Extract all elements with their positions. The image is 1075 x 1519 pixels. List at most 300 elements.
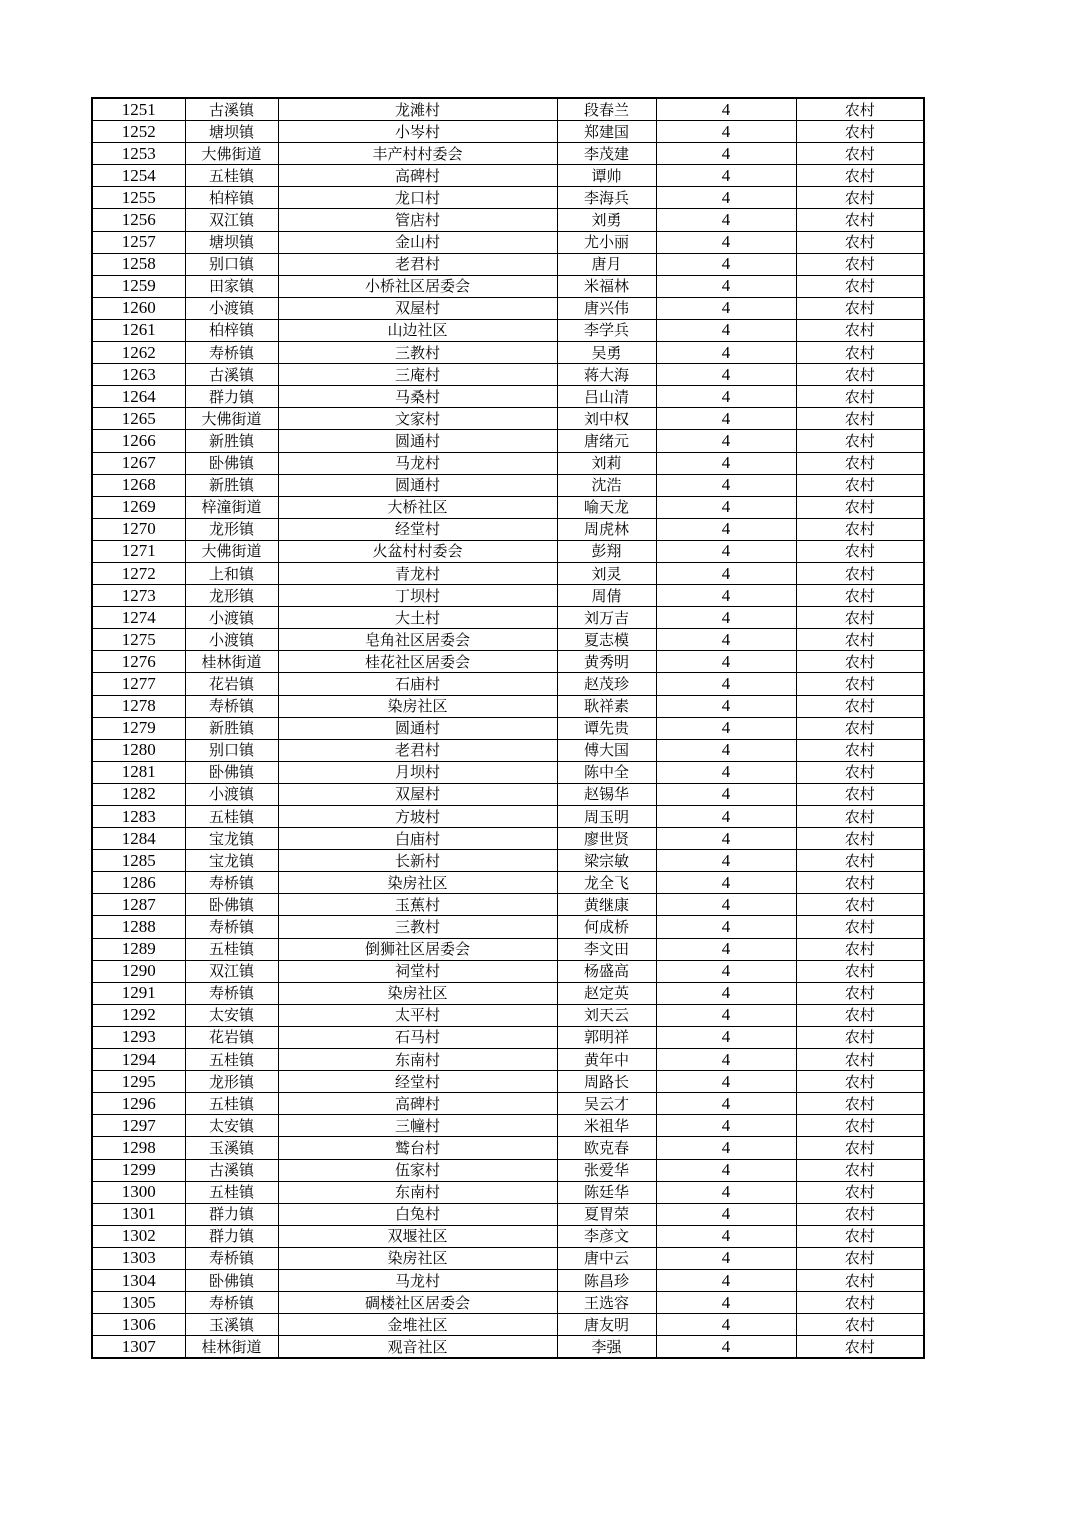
category-cell: 农村 [796, 297, 924, 319]
person-name-cell: 周玉明 [557, 806, 656, 828]
table-row [92, 187, 924, 209]
count-cell: 4 [656, 342, 796, 364]
town-cell: 卧佛镇 [185, 452, 278, 474]
serial-number-cell: 1259 [92, 275, 185, 297]
count-cell: 4 [656, 187, 796, 209]
count-cell: 4 [656, 1049, 796, 1071]
category-cell: 农村 [796, 253, 924, 275]
count-cell: 4 [656, 1314, 796, 1336]
person-name-cell: 廖世贤 [557, 828, 656, 850]
serial-number-cell: 1265 [92, 408, 185, 430]
village-cell: 青龙村 [278, 562, 557, 584]
village-cell: 双屋村 [278, 297, 557, 319]
person-name-cell: 赵茂珍 [557, 673, 656, 695]
village-cell: 长新村 [278, 850, 557, 872]
village-cell: 双堰社区 [278, 1225, 557, 1247]
roster-body [92, 98, 924, 1358]
town-cell: 龙形镇 [185, 1071, 278, 1093]
person-name-cell: 刘万吉 [557, 607, 656, 629]
village-cell: 龙滩村 [278, 98, 557, 121]
category-cell: 农村 [796, 319, 924, 341]
town-cell: 田家镇 [185, 275, 278, 297]
serial-number-cell: 1286 [92, 872, 185, 894]
village-cell: 马龙村 [278, 452, 557, 474]
count-cell: 4 [656, 231, 796, 253]
village-cell: 碉楼社区居委会 [278, 1292, 557, 1314]
serial-number-cell: 1299 [92, 1159, 185, 1181]
count-cell: 4 [656, 629, 796, 651]
person-name-cell: 唐兴伟 [557, 297, 656, 319]
count-cell: 4 [656, 540, 796, 562]
category-cell: 农村 [796, 1181, 924, 1203]
town-cell: 古溪镇 [185, 98, 278, 121]
serial-number-cell: 1255 [92, 187, 185, 209]
town-cell: 别口镇 [185, 739, 278, 761]
village-cell: 金山村 [278, 231, 557, 253]
count-cell: 4 [656, 1115, 796, 1137]
serial-number-cell: 1284 [92, 828, 185, 850]
person-name-cell: 刘中权 [557, 408, 656, 430]
town-cell: 五桂镇 [185, 1181, 278, 1203]
person-name-cell: 夏胃荣 [557, 1203, 656, 1225]
category-cell: 农村 [796, 342, 924, 364]
person-name-cell: 李茂建 [557, 143, 656, 165]
table-row [92, 1225, 924, 1247]
serial-number-cell: 1297 [92, 1115, 185, 1137]
village-cell: 圆通村 [278, 474, 557, 496]
person-name-cell: 唐绪元 [557, 430, 656, 452]
village-cell: 皂角社区居委会 [278, 629, 557, 651]
table-row [92, 1159, 924, 1181]
count-cell: 4 [656, 297, 796, 319]
person-name-cell: 尤小丽 [557, 231, 656, 253]
count-cell: 4 [656, 1269, 796, 1291]
town-cell: 五桂镇 [185, 1049, 278, 1071]
count-cell: 4 [656, 850, 796, 872]
count-cell: 4 [656, 1247, 796, 1269]
village-cell: 三庵村 [278, 364, 557, 386]
count-cell: 4 [656, 496, 796, 518]
village-cell: 倒狮社区居委会 [278, 938, 557, 960]
village-cell: 丰产村村委会 [278, 143, 557, 165]
serial-number-cell: 1282 [92, 783, 185, 805]
category-cell: 农村 [796, 739, 924, 761]
table-row [92, 253, 924, 275]
serial-number-cell: 1273 [92, 585, 185, 607]
village-cell: 东南村 [278, 1049, 557, 1071]
town-cell: 太安镇 [185, 1115, 278, 1137]
person-name-cell: 李彦文 [557, 1225, 656, 1247]
serial-number-cell: 1302 [92, 1225, 185, 1247]
town-cell: 大佛街道 [185, 540, 278, 562]
village-cell: 方坡村 [278, 806, 557, 828]
town-cell: 太安镇 [185, 1004, 278, 1026]
village-cell: 高碑村 [278, 1093, 557, 1115]
table-row [92, 165, 924, 187]
count-cell: 4 [656, 319, 796, 341]
village-cell: 圆通村 [278, 717, 557, 739]
count-cell: 4 [656, 739, 796, 761]
village-cell: 高碑村 [278, 165, 557, 187]
person-name-cell: 郭明祥 [557, 1026, 656, 1048]
person-name-cell: 喻天龙 [557, 496, 656, 518]
town-cell: 寿桥镇 [185, 982, 278, 1004]
person-name-cell: 耿祥素 [557, 695, 656, 717]
village-cell: 三幢村 [278, 1115, 557, 1137]
count-cell: 4 [656, 1159, 796, 1181]
serial-number-cell: 1251 [92, 98, 185, 121]
town-cell: 玉溪镇 [185, 1137, 278, 1159]
count-cell: 4 [656, 1203, 796, 1225]
table-row [92, 297, 924, 319]
category-cell: 农村 [796, 783, 924, 805]
village-cell: 鹫台村 [278, 1137, 557, 1159]
table-row [92, 143, 924, 165]
person-name-cell: 刘莉 [557, 452, 656, 474]
serial-number-cell: 1306 [92, 1314, 185, 1336]
count-cell: 4 [656, 98, 796, 121]
town-cell: 卧佛镇 [185, 894, 278, 916]
category-cell: 农村 [796, 540, 924, 562]
table-row [92, 739, 924, 761]
serial-number-cell: 1252 [92, 121, 185, 143]
serial-number-cell: 1291 [92, 982, 185, 1004]
village-cell: 老君村 [278, 253, 557, 275]
village-cell: 马桑村 [278, 386, 557, 408]
count-cell: 4 [656, 717, 796, 739]
count-cell: 4 [656, 408, 796, 430]
table-row [92, 585, 924, 607]
person-name-cell: 欧克春 [557, 1137, 656, 1159]
category-cell: 农村 [796, 1203, 924, 1225]
town-cell: 小渡镇 [185, 607, 278, 629]
count-cell: 4 [656, 585, 796, 607]
town-cell: 双江镇 [185, 960, 278, 982]
serial-number-cell: 1271 [92, 540, 185, 562]
category-cell: 农村 [796, 916, 924, 938]
category-cell: 农村 [796, 695, 924, 717]
table-row [92, 342, 924, 364]
serial-number-cell: 1283 [92, 806, 185, 828]
person-name-cell: 沈浩 [557, 474, 656, 496]
town-cell: 寿桥镇 [185, 695, 278, 717]
serial-number-cell: 1303 [92, 1247, 185, 1269]
village-cell: 马龙村 [278, 1269, 557, 1291]
table-row [92, 562, 924, 584]
table-row [92, 651, 924, 673]
person-name-cell: 赵定英 [557, 982, 656, 1004]
category-cell: 农村 [796, 1137, 924, 1159]
table-row [92, 540, 924, 562]
person-name-cell: 吴勇 [557, 342, 656, 364]
serial-number-cell: 1274 [92, 607, 185, 629]
town-cell: 寿桥镇 [185, 1292, 278, 1314]
table-row [92, 1314, 924, 1336]
table-row [92, 960, 924, 982]
person-name-cell: 段春兰 [557, 98, 656, 121]
person-name-cell: 陈昌珍 [557, 1269, 656, 1291]
count-cell: 4 [656, 1137, 796, 1159]
table-row [92, 982, 924, 1004]
count-cell: 4 [656, 275, 796, 297]
village-cell: 圆通村 [278, 430, 557, 452]
town-cell: 五桂镇 [185, 806, 278, 828]
person-name-cell: 李文田 [557, 938, 656, 960]
count-cell: 4 [656, 364, 796, 386]
person-name-cell: 刘勇 [557, 209, 656, 231]
category-cell: 农村 [796, 165, 924, 187]
serial-number-cell: 1260 [92, 297, 185, 319]
serial-number-cell: 1287 [92, 894, 185, 916]
table-row [92, 828, 924, 850]
village-cell: 伍家村 [278, 1159, 557, 1181]
serial-number-cell: 1263 [92, 364, 185, 386]
serial-number-cell: 1268 [92, 474, 185, 496]
table-row [92, 1115, 924, 1137]
person-name-cell: 陈中全 [557, 761, 656, 783]
village-cell: 东南村 [278, 1181, 557, 1203]
town-cell: 大佛街道 [185, 143, 278, 165]
table-row [92, 121, 924, 143]
village-cell: 三教村 [278, 342, 557, 364]
serial-number-cell: 1304 [92, 1269, 185, 1291]
town-cell: 梓潼街道 [185, 496, 278, 518]
person-name-cell: 吕山清 [557, 386, 656, 408]
count-cell: 4 [656, 828, 796, 850]
village-cell: 三教村 [278, 916, 557, 938]
category-cell: 农村 [796, 1269, 924, 1291]
town-cell: 五桂镇 [185, 1093, 278, 1115]
category-cell: 农村 [796, 982, 924, 1004]
count-cell: 4 [656, 783, 796, 805]
category-cell: 农村 [796, 1292, 924, 1314]
person-name-cell: 米祖华 [557, 1115, 656, 1137]
table-row [92, 607, 924, 629]
table-row [92, 319, 924, 341]
person-name-cell: 龙全飞 [557, 872, 656, 894]
category-cell: 农村 [796, 1093, 924, 1115]
count-cell: 4 [656, 121, 796, 143]
category-cell: 农村 [796, 562, 924, 584]
category-cell: 农村 [796, 1071, 924, 1093]
table-row [92, 1071, 924, 1093]
person-name-cell: 梁宗敏 [557, 850, 656, 872]
table-row [92, 496, 924, 518]
table-row [92, 98, 924, 121]
village-cell: 金堆社区 [278, 1314, 557, 1336]
serial-number-cell: 1307 [92, 1336, 185, 1359]
serial-number-cell: 1275 [92, 629, 185, 651]
category-cell: 农村 [796, 408, 924, 430]
town-cell: 小渡镇 [185, 783, 278, 805]
serial-number-cell: 1285 [92, 850, 185, 872]
category-cell: 农村 [796, 209, 924, 231]
count-cell: 4 [656, 673, 796, 695]
person-name-cell: 唐友明 [557, 1314, 656, 1336]
person-name-cell: 黄年中 [557, 1049, 656, 1071]
table-row [92, 717, 924, 739]
table-row [92, 364, 924, 386]
serial-number-cell: 1295 [92, 1071, 185, 1093]
town-cell: 双江镇 [185, 209, 278, 231]
table-row [92, 408, 924, 430]
serial-number-cell: 1281 [92, 761, 185, 783]
count-cell: 4 [656, 761, 796, 783]
serial-number-cell: 1264 [92, 386, 185, 408]
category-cell: 农村 [796, 585, 924, 607]
serial-number-cell: 1262 [92, 342, 185, 364]
village-cell: 小岑村 [278, 121, 557, 143]
count-cell: 4 [656, 806, 796, 828]
town-cell: 新胜镇 [185, 430, 278, 452]
person-name-cell: 唐中云 [557, 1247, 656, 1269]
table-row [92, 894, 924, 916]
town-cell: 新胜镇 [185, 474, 278, 496]
category-cell: 农村 [796, 651, 924, 673]
table-row [92, 231, 924, 253]
town-cell: 花岩镇 [185, 673, 278, 695]
person-name-cell: 郑建国 [557, 121, 656, 143]
person-name-cell: 吴云才 [557, 1093, 656, 1115]
count-cell: 4 [656, 209, 796, 231]
category-cell: 农村 [796, 806, 924, 828]
count-cell: 4 [656, 1093, 796, 1115]
village-cell: 小桥社区居委会 [278, 275, 557, 297]
village-cell: 山边社区 [278, 319, 557, 341]
category-cell: 农村 [796, 231, 924, 253]
village-cell: 大桥社区 [278, 496, 557, 518]
person-name-cell: 刘灵 [557, 562, 656, 584]
table-row [92, 850, 924, 872]
serial-number-cell: 1289 [92, 938, 185, 960]
person-name-cell: 周虎林 [557, 518, 656, 540]
serial-number-cell: 1256 [92, 209, 185, 231]
table-row [92, 1203, 924, 1225]
person-name-cell: 周路长 [557, 1071, 656, 1093]
town-cell: 塘坝镇 [185, 231, 278, 253]
category-cell: 农村 [796, 452, 924, 474]
village-cell: 经堂村 [278, 1071, 557, 1093]
table-row [92, 1026, 924, 1048]
table-row [92, 695, 924, 717]
person-name-cell: 李强 [557, 1336, 656, 1359]
village-cell: 月坝村 [278, 761, 557, 783]
table-row [92, 386, 924, 408]
serial-number-cell: 1266 [92, 430, 185, 452]
serial-number-cell: 1278 [92, 695, 185, 717]
village-cell: 火盆村村委会 [278, 540, 557, 562]
village-cell: 龙口村 [278, 187, 557, 209]
village-cell: 观音社区 [278, 1336, 557, 1359]
category-cell: 农村 [796, 98, 924, 121]
category-cell: 农村 [796, 1336, 924, 1359]
category-cell: 农村 [796, 121, 924, 143]
table-row [92, 430, 924, 452]
town-cell: 新胜镇 [185, 717, 278, 739]
table-row [92, 872, 924, 894]
village-cell: 石马村 [278, 1026, 557, 1048]
table-row [92, 518, 924, 540]
count-cell: 4 [656, 651, 796, 673]
person-name-cell: 彭翔 [557, 540, 656, 562]
person-name-cell: 周倩 [557, 585, 656, 607]
town-cell: 五桂镇 [185, 938, 278, 960]
count-cell: 4 [656, 253, 796, 275]
town-cell: 别口镇 [185, 253, 278, 275]
serial-number-cell: 1277 [92, 673, 185, 695]
town-cell: 龙形镇 [185, 585, 278, 607]
serial-number-cell: 1269 [92, 496, 185, 518]
person-name-cell: 何成桥 [557, 916, 656, 938]
serial-number-cell: 1305 [92, 1292, 185, 1314]
person-name-cell: 黄秀明 [557, 651, 656, 673]
count-cell: 4 [656, 518, 796, 540]
person-name-cell: 李海兵 [557, 187, 656, 209]
category-cell: 农村 [796, 1225, 924, 1247]
person-name-cell: 夏志模 [557, 629, 656, 651]
town-cell: 小渡镇 [185, 297, 278, 319]
category-cell: 农村 [796, 850, 924, 872]
person-name-cell: 张爱华 [557, 1159, 656, 1181]
count-cell: 4 [656, 960, 796, 982]
town-cell: 群力镇 [185, 1225, 278, 1247]
count-cell: 4 [656, 695, 796, 717]
person-name-cell: 李学兵 [557, 319, 656, 341]
category-cell: 农村 [796, 496, 924, 518]
village-cell: 石庙村 [278, 673, 557, 695]
count-cell: 4 [656, 386, 796, 408]
town-cell: 群力镇 [185, 1203, 278, 1225]
category-cell: 农村 [796, 894, 924, 916]
count-cell: 4 [656, 165, 796, 187]
town-cell: 卧佛镇 [185, 1269, 278, 1291]
category-cell: 农村 [796, 1247, 924, 1269]
roster-table [91, 97, 925, 1359]
table-row [92, 1049, 924, 1071]
serial-number-cell: 1280 [92, 739, 185, 761]
town-cell: 寿桥镇 [185, 1247, 278, 1269]
category-cell: 农村 [796, 938, 924, 960]
category-cell: 农村 [796, 143, 924, 165]
count-cell: 4 [656, 1336, 796, 1359]
serial-number-cell: 1267 [92, 452, 185, 474]
table-row [92, 629, 924, 651]
town-cell: 古溪镇 [185, 1159, 278, 1181]
town-cell: 柏梓镇 [185, 319, 278, 341]
town-cell: 柏梓镇 [185, 187, 278, 209]
category-cell: 农村 [796, 828, 924, 850]
person-name-cell: 刘天云 [557, 1004, 656, 1026]
town-cell: 桂林街道 [185, 1336, 278, 1359]
table-row [92, 1336, 924, 1359]
serial-number-cell: 1293 [92, 1026, 185, 1048]
count-cell: 4 [656, 143, 796, 165]
serial-number-cell: 1292 [92, 1004, 185, 1026]
table-row [92, 673, 924, 695]
category-cell: 农村 [796, 518, 924, 540]
category-cell: 农村 [796, 673, 924, 695]
table-row [92, 1181, 924, 1203]
village-cell: 老君村 [278, 739, 557, 761]
count-cell: 4 [656, 1181, 796, 1203]
count-cell: 4 [656, 452, 796, 474]
category-cell: 农村 [796, 386, 924, 408]
person-name-cell: 蒋大海 [557, 364, 656, 386]
village-cell: 白庙村 [278, 828, 557, 850]
person-name-cell: 谭先贵 [557, 717, 656, 739]
table-row [92, 938, 924, 960]
town-cell: 桂林街道 [185, 651, 278, 673]
